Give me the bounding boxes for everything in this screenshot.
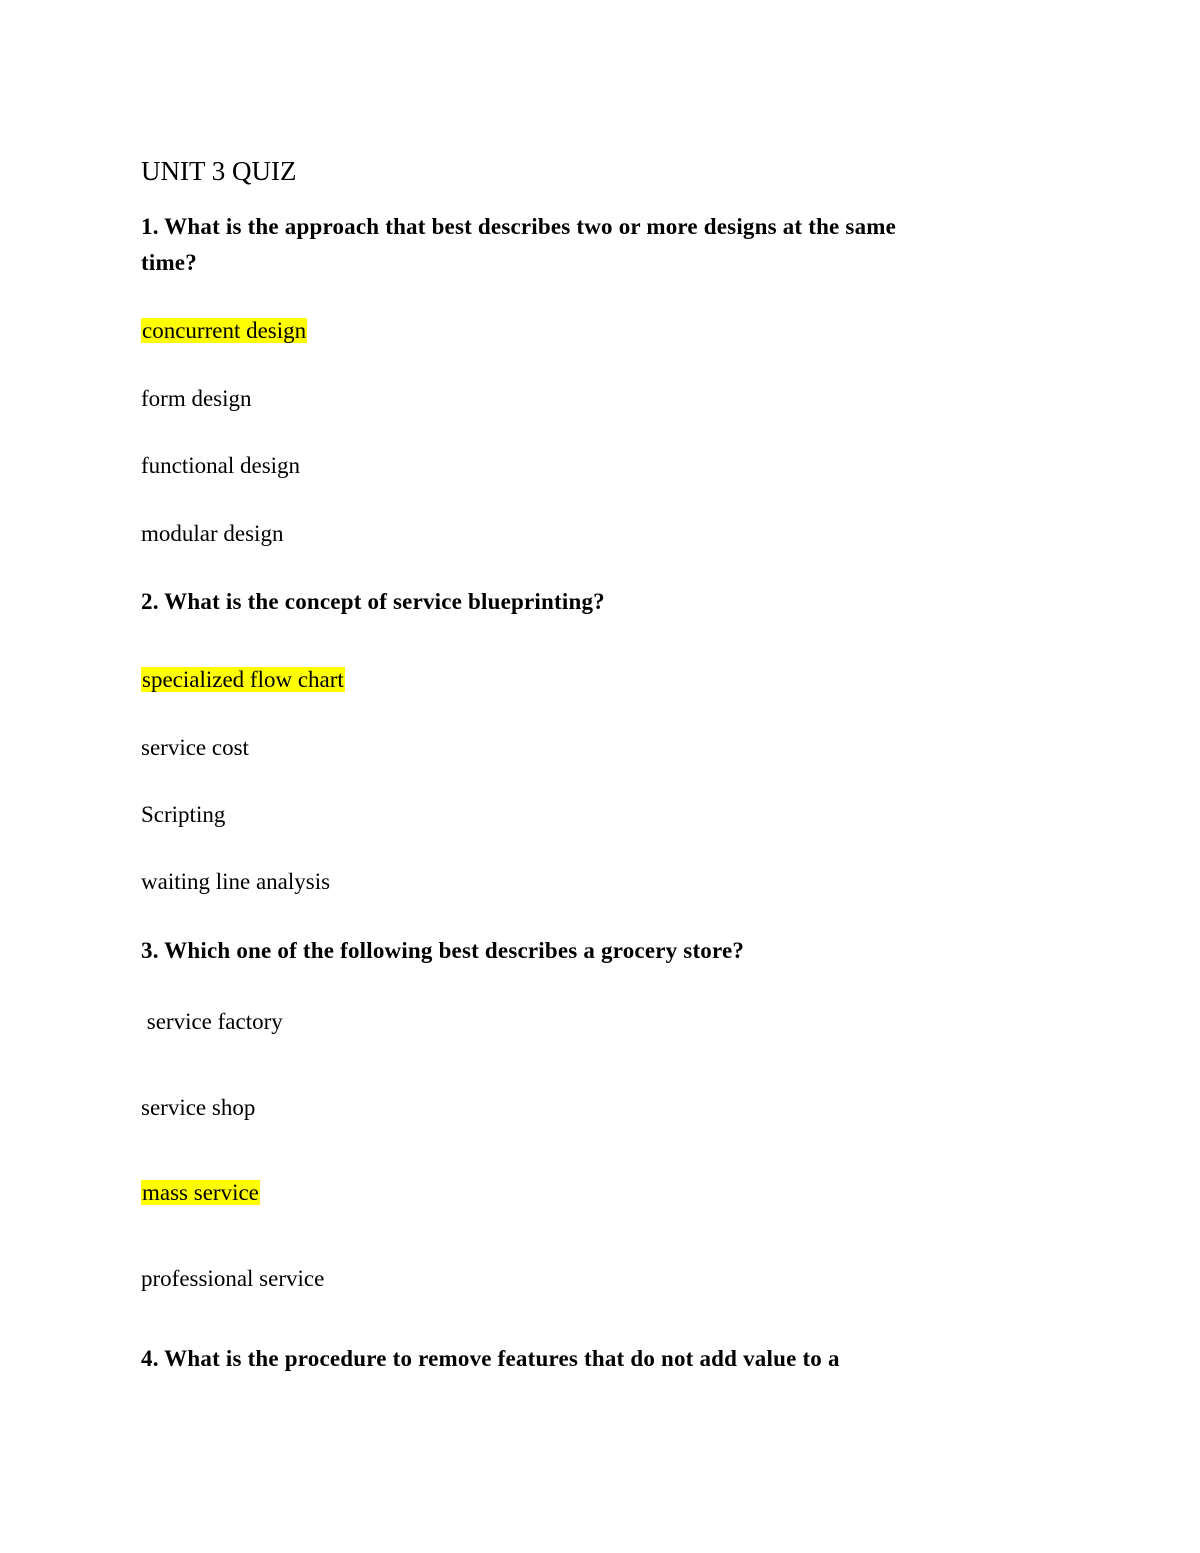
question-2-option-a: [141, 665, 345, 695]
question-1-option-b: form design: [141, 386, 252, 411]
question-2-option-c: Scripting: [141, 802, 226, 827]
question-3-option-d: professional service: [141, 1266, 325, 1291]
question-1-option-d: modular design: [141, 521, 284, 546]
question-4-text: 4. What is the procedure to remove features that do not add value to a: [141, 1346, 840, 1371]
question-3-option-a: service factory: [141, 1009, 283, 1034]
question-3-option-b: service shop: [141, 1095, 256, 1120]
question-3-text: 3. Which one of the following best describes a grocery store?: [141, 938, 745, 963]
question-2-option-b: service cost: [141, 735, 249, 760]
correct-answer-highlight: specialized flow chart: [142, 667, 344, 692]
page-title: UNIT 3 QUIZ: [141, 156, 297, 186]
question-3-option-c: [141, 1178, 260, 1208]
question-1-text-line-2: time?: [141, 250, 197, 275]
question-1-option-a: [141, 316, 307, 346]
question-2-text: 2. What is the concept of service blueprinting?: [141, 589, 605, 614]
correct-answer-highlight: concurrent design: [142, 318, 307, 343]
question-1-option-c: functional design: [141, 453, 301, 478]
question-1-text-line-1: 1. What is the approach that best describes two or more designs at the same: [141, 214, 897, 239]
question-2-option-d: waiting line analysis: [141, 869, 331, 894]
correct-answer-highlight: mass service: [142, 1180, 259, 1205]
